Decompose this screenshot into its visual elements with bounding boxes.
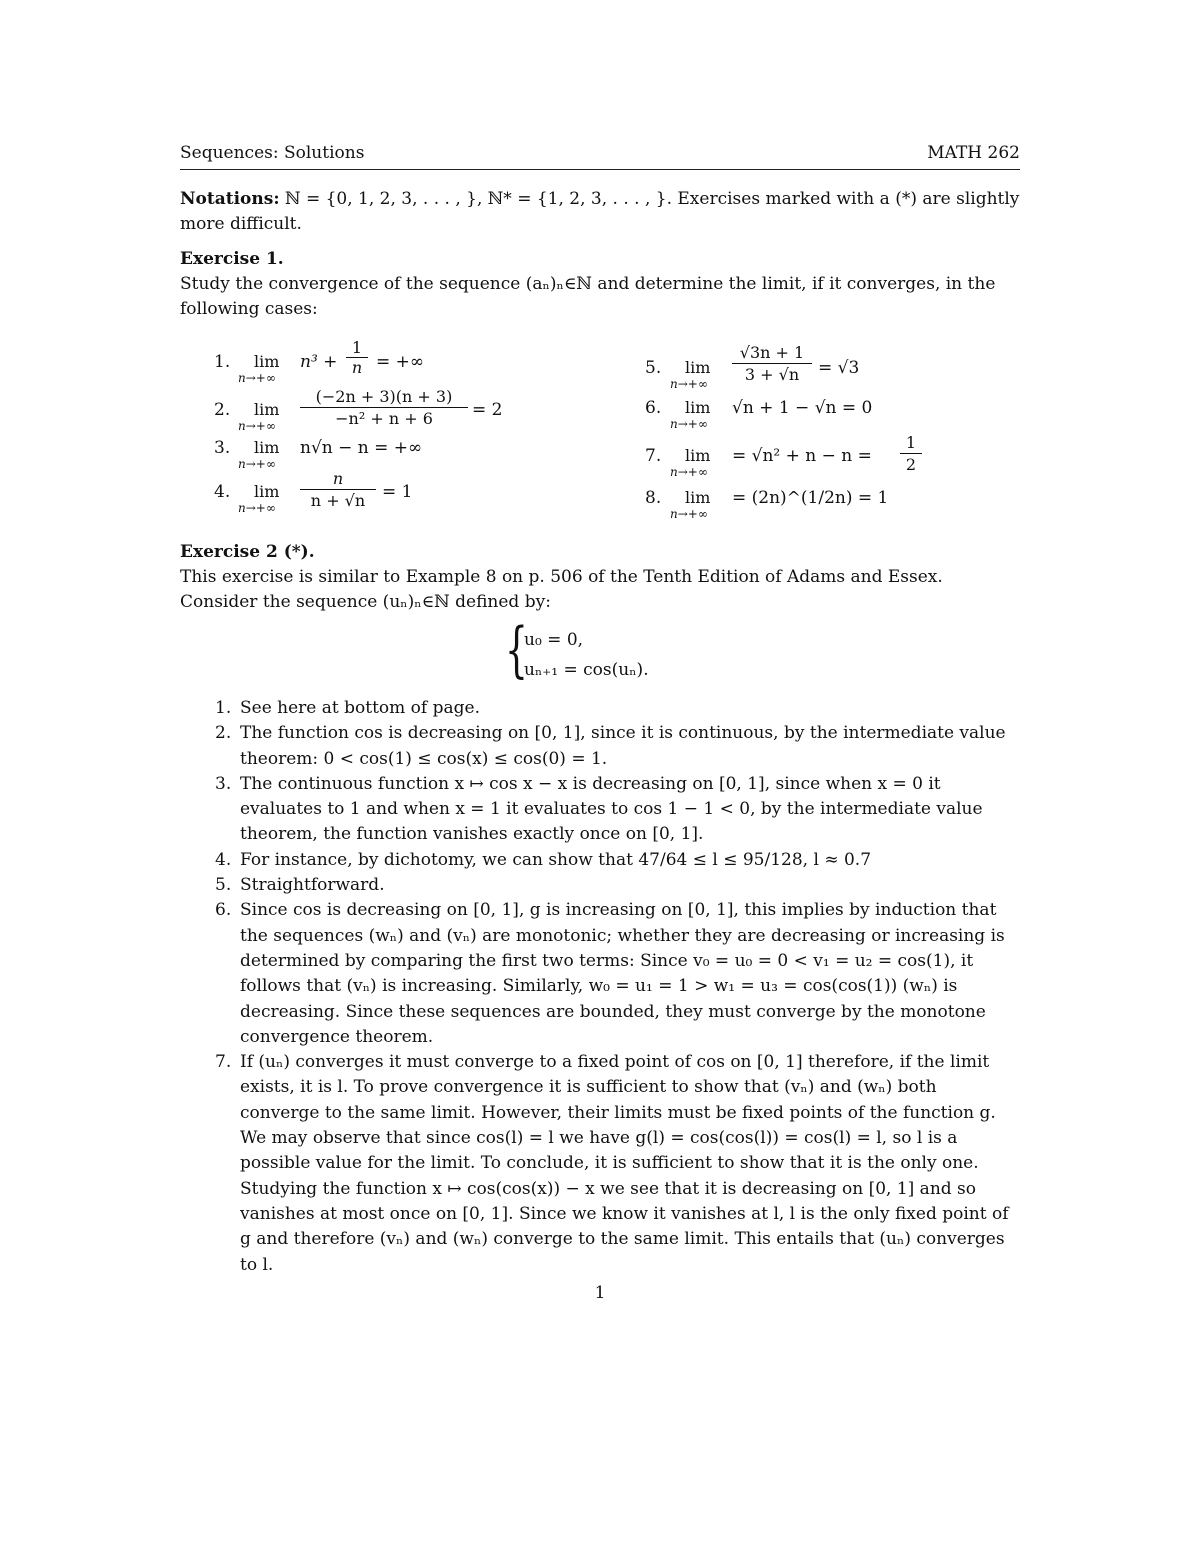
lim-subscript: n→+∞ xyxy=(670,465,708,479)
list-item-text: Since cos is decreasing on [0, 1], g is increasing on [0, 1], this implies by induction that the sequences (wₙ) and (vₙ) are monotonic; whether they are decreasing or increasing is determined by comparing the first two terms: Since v₀ = u₀ = 0 < v₁ = u₂ = cos(1), it follows that (vₙ) is increasing. Similarly, w₀ = u₁ = 1 > w₁ = u₃ = cos(cos(1)) (wₙ) is decreasing. Since these sequences are bounded, they must converge by the monotone convergence theorem. xyxy=(240,900,1005,1047)
lim-subscript: n→+∞ xyxy=(670,377,708,391)
list-item-text: If (uₙ) converges it must converge to a fixed point of cos on [0, 1] therefore, if the limit exists, it is l. To prove convergence it is sufficient to show that (vₙ) and (wₙ) both converge to the same limit. However, their limits must be fixed points of the function g. We may observe that since cos(l) = l we have g(l) = cos(cos(l)) = cos(l) = l, so l is a possible value for the limit. To conclude, it is sufficient to show that it is the only one. Studying the function x ↦ cos(cos(x)) − x we see that it is decreasing on [0, 1] and so vanishes at most once on [0, 1]. Since we know it vanishes at l, l is the only fixed point of g and therefore (vₙ) and (wₙ) converge to the same limit. This entails that (uₙ) converges to l. xyxy=(240,1052,1009,1275)
list-item-number: 1. xyxy=(215,698,232,718)
lim-operator: lim xyxy=(254,482,280,501)
fraction-numerator: (−2n + 3)(n + 3) xyxy=(300,386,468,408)
expr-post: = 1 xyxy=(382,482,413,502)
exercise-2-list xyxy=(180,696,1020,1278)
lim-operator: lim xyxy=(685,488,711,507)
expr-post: = +∞ xyxy=(376,352,425,372)
list-item-text: For instance, by dichotomy, we can show that 47/64 ≤ l ≤ 95/128, l ≈ 0.7 xyxy=(240,849,872,870)
expr: n√n − n = +∞ xyxy=(300,438,423,458)
fraction-numerator: √3n + 1 xyxy=(732,342,812,364)
expr-pre: = √n² + n − n = xyxy=(732,446,872,466)
list-item-text: The function cos is decreasing on [0, 1], since it is continuous, by the intermediate value theorem: 0 < cos(1) ≤ cos(x) ≤ cos(0) = 1. xyxy=(240,723,1006,769)
page-number: 1 xyxy=(594,1283,606,1303)
fraction xyxy=(732,342,812,385)
item-number: 6. xyxy=(645,398,662,418)
list-item-text: The continuous function x ↦ cos x − x is decreasing on [0, 1], since when x = 0 it evaluates to 1 and when x = 1 it evaluates to cos 1 − 1 < 0, by the intermediate value theorem, the function vanishes exactly once on [0, 1]. xyxy=(240,773,983,845)
fraction xyxy=(900,432,922,475)
notations-label: Notations: xyxy=(180,189,280,209)
expr-post: = √3 xyxy=(818,358,860,378)
lim-subscript: n→+∞ xyxy=(238,501,276,515)
lim-subscript: n→+∞ xyxy=(238,419,276,433)
fraction-denominator: −n² + n + 6 xyxy=(335,409,433,428)
lim-operator: lim xyxy=(685,358,711,377)
lim-operator: lim xyxy=(254,352,280,371)
notations-text: ℕ = {0, 1, 2, 3, . . . , }, ℕ* = {1, 2, 3, . . . , }. Exercises marked with a (*) are slightly more difficult. xyxy=(180,189,1020,234)
left-brace: { xyxy=(505,615,528,685)
fraction xyxy=(300,468,376,511)
list-item-number: 5. xyxy=(215,875,232,896)
list-item-number: 6. xyxy=(215,900,232,921)
lim-subscript: n→+∞ xyxy=(238,457,276,471)
item-number: 7. xyxy=(645,446,662,466)
list-item-number: 2. xyxy=(215,723,232,744)
exercise-2-title: Exercise 2 (*). xyxy=(180,542,315,562)
fraction xyxy=(300,386,468,429)
expr: = (2n)^(1/2n) = 1 xyxy=(732,488,889,508)
lim-subscript: n→+∞ xyxy=(238,371,276,385)
fraction-numerator: n xyxy=(300,468,376,490)
fraction-denominator: n + √n xyxy=(310,491,366,510)
list-item xyxy=(180,873,1020,898)
fraction-denominator: 3 + √n xyxy=(744,365,800,384)
expr: √n + 1 − √n = 0 xyxy=(732,398,873,418)
fraction-denominator: 2 xyxy=(905,455,917,474)
list-item xyxy=(180,696,1020,721)
item-number: 8. xyxy=(645,488,662,508)
item-number: 4. xyxy=(214,482,231,502)
item-number: 1. xyxy=(214,352,231,372)
header-title: Sequences: Solutions xyxy=(180,143,365,163)
list-item-number: 3. xyxy=(215,773,232,794)
expr-pre: n³ + xyxy=(300,352,338,372)
exercise-1-intro: Study the convergence of the sequence (aₙ)ₙ∈ℕ and determine the limit, if it converges, in the following cases: xyxy=(180,274,996,319)
exercise-1-title: Exercise 1. xyxy=(180,249,284,269)
notations-paragraph xyxy=(180,187,1020,237)
item-number: 2. xyxy=(214,400,231,420)
lim-operator: lim xyxy=(254,400,280,419)
lim-operator: lim xyxy=(685,398,711,417)
fraction xyxy=(346,338,368,377)
lim-operator: lim xyxy=(254,438,280,457)
system-line-2: uₙ₊₁ = cos(uₙ). xyxy=(524,660,649,680)
lim-operator: lim xyxy=(685,446,711,465)
fraction-numerator: 1 xyxy=(900,432,922,454)
system-line-1: u₀ = 0, xyxy=(524,630,584,650)
fraction-denominator: n xyxy=(351,358,363,377)
list-item-text: Straightforward. xyxy=(240,875,385,896)
list-item xyxy=(180,898,1020,1050)
item-number: 5. xyxy=(645,358,662,378)
item-number: 3. xyxy=(214,438,231,458)
lim-subscript: n→+∞ xyxy=(670,507,708,521)
list-item xyxy=(180,721,1020,772)
header-course: MATH 262 xyxy=(927,143,1020,163)
list-item xyxy=(180,772,1020,848)
list-item xyxy=(180,848,1020,873)
fraction-numerator: 1 xyxy=(346,338,368,358)
list-item-number: 4. xyxy=(215,849,232,870)
lim-subscript: n→+∞ xyxy=(670,417,708,431)
exercise-2-intro: This exercise is similar to Example 8 on p. 506 of the Tenth Edition of Adams and Essex. Consider the sequence (uₙ)ₙ∈ℕ defined by: xyxy=(180,567,943,612)
page-header xyxy=(180,143,1020,170)
list-item-text: See here at bottom of page. xyxy=(240,698,480,718)
list-item-number: 7. xyxy=(215,1052,232,1073)
list-item xyxy=(180,1050,1020,1278)
expr-post: = 2 xyxy=(472,400,503,420)
